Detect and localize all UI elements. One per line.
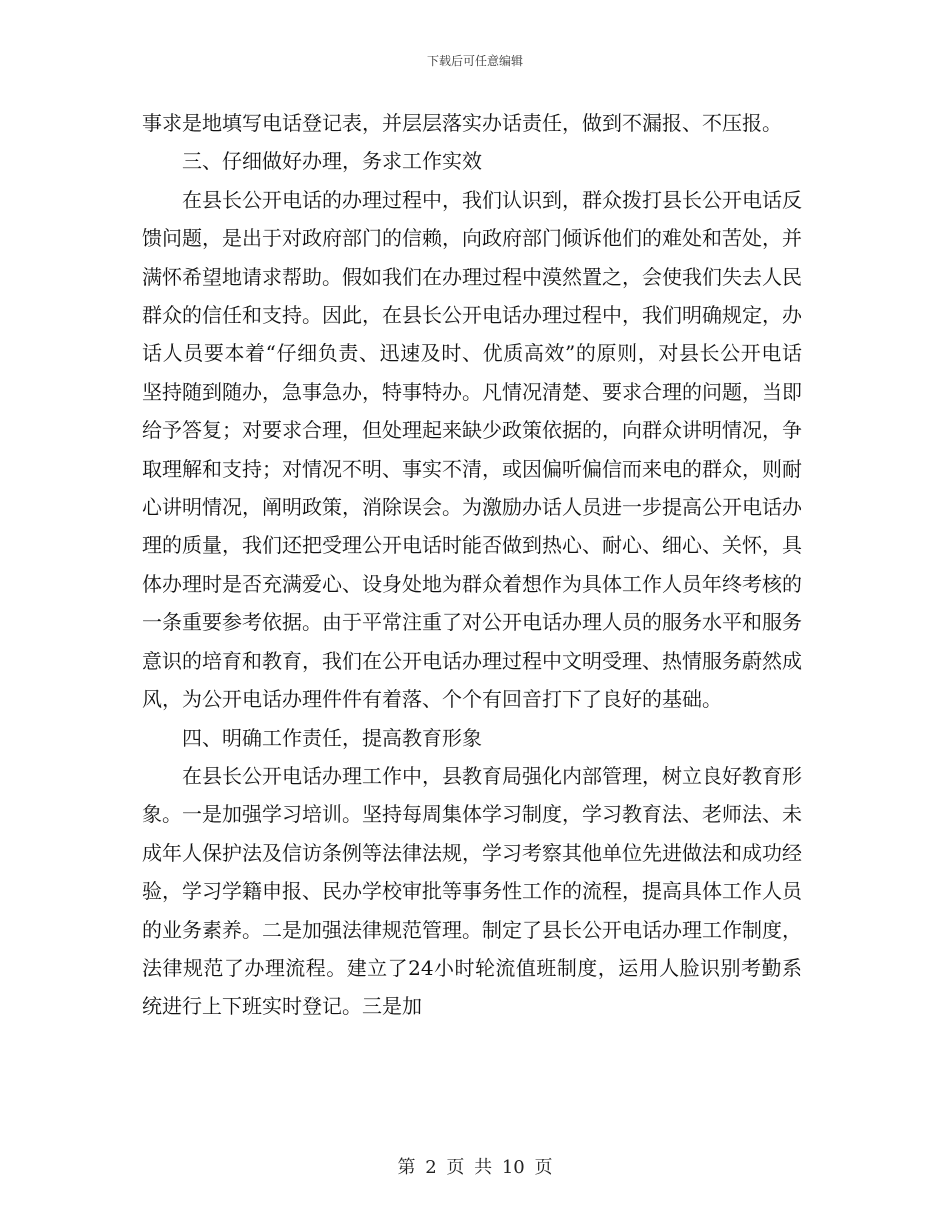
paragraph-body: 在县长公开电话的办理过程中，我们认识到，群众拨打县长公开电话反馈问题，是出于对政府部门的信赖，向政府部门倾诉他们的难处和苦处，并满怀希望地请求帮助。假如我们在办理过程中漠然置之，会使我们失去人民群众的信任和支持。因此，在县长公开电话办理过程中，我们明确规定，办话人员要本着“仔细负责、迅速及时、优质高效”的原则，对县长公开电话坚持随到随办，急事急办，特事特办。凡情况清楚、要求合理的问题，当即给予答复；对要求合理，但处理起来缺少政策依据的，向群众讲明情况，争取理解和支持；对情况不明、事实不清，或因偏听偏信而来电的群众，则耐心讲明情况，阐明政策，消除误会。为激励办话人员进一步提高公开电话办理的质量，我们还把受理公开电话时能否做到热心、耐心、细心、关怀，具体办理时是否充满爱心、设身处地为群众着想作为具体工作人员年终考核的一条重要参考依据。由于平常注重了对公开电话办理人员的服务水平和服务意识的培育和教育，我们在公开电话办理过程中文明受理、热情服务蔚然成风，为公开电话办理件件有着落、个个有回音打下了良好的基础。 [142,187,802,712]
section-heading-4: 四、明确工作责任，提高教育形象 [182,725,482,750]
page-number: 第 2 页 共 10 页 [397,1157,553,1178]
paragraph-continuation: 事求是地填写电话登记表，并层层落实办话责任，做到不漏报、不压报。 [142,111,782,135]
paragraph-body: 在县长公开电话办理工作中，县教育局强化内部管理，树立良好教育形象。一是加强学习培训。坚持每周集体学习制度，学习教育法、老师法、未成年人保护法及信访条例等法律法规，学习考察其他单位先进做法和成功经验，学习学籍申报、民办学校审批等事务性工作的流程，提高具体工作人员的业务素养。二是加强法律规范管理。制定了县长公开电话办理工作制度，法律规范了办理流程。建立了24小时轮流值班制度，运用人脸识别考勤系统进行上下班实时登记。三是加 [142,763,802,1019]
document-body [142,104,802,1026]
page-header-note: 下载后可任意编辑 [426,54,523,68]
section-heading-3: 三、仔细做好办理，务求工作实效 [182,149,482,174]
